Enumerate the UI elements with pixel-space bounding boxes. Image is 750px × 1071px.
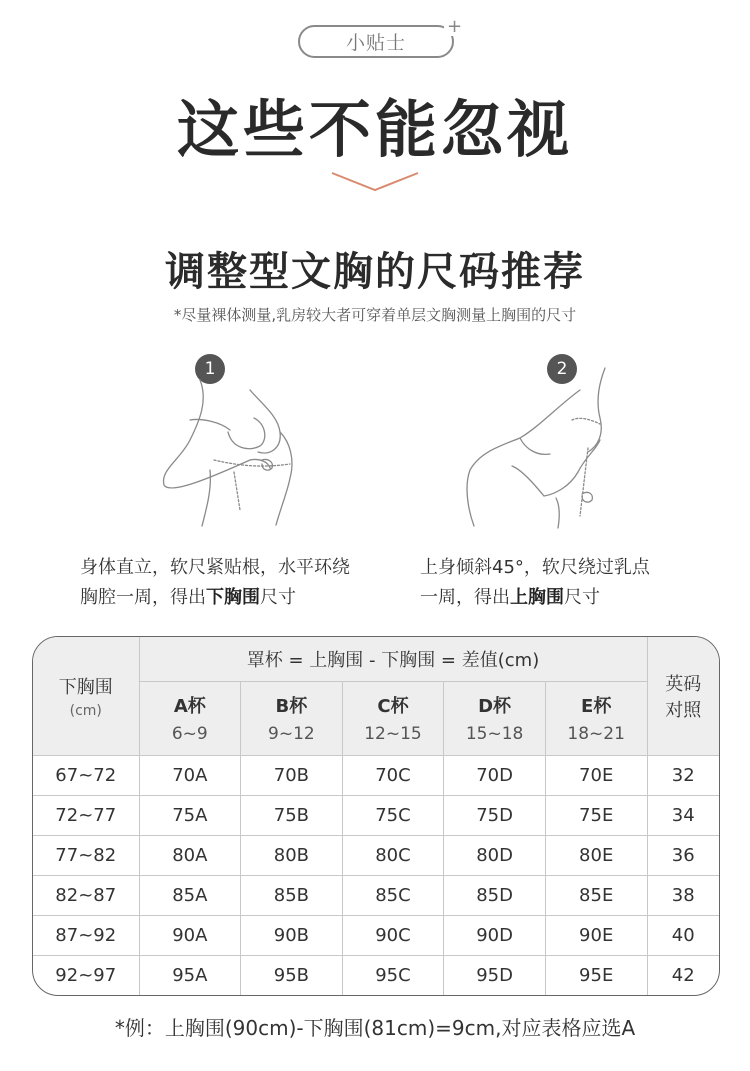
underbust-cell: 92~97 [33,955,139,995]
underbust-cell: 82~87 [33,875,139,915]
size-cell: 70B [241,755,343,795]
size-cell: 75A [139,795,241,835]
page-title: 这些不能忽视 [176,93,573,166]
table-row [33,755,719,795]
underbust-cell: 87~92 [33,915,139,955]
step-1-caption [80,553,350,613]
underbust-cell: 77~82 [33,835,139,875]
cup-label: E杯 [581,696,612,717]
intl-size-cell: 36 [647,835,719,875]
cup-range: 6~9 [171,724,208,744]
size-cell: 90B [241,915,343,955]
step-2-line1: 上身倾斜45°，软尺绕过乳点 [420,557,650,578]
table-row [33,795,719,835]
size-cell: 80B [241,835,343,875]
table-row [33,955,719,995]
cup-range: 18~21 [567,724,625,744]
step-2-line2-bold: 上胸围 [510,587,564,608]
cup-range: 9~12 [268,724,315,744]
size-cell: 90E [545,915,647,955]
cup-range: 12~15 [364,724,422,744]
cup-header-1 [241,681,343,755]
size-cell: 85E [545,875,647,915]
intl-size-header-line1: 英码 [665,673,702,695]
plus-icon: + [444,18,465,36]
size-cell: 80C [342,835,444,875]
example-note: *例：上胸围(90cm)-下胸围(81cm)=9cm,对应表格应选A [114,1016,636,1040]
step-1-number: 1 [204,359,216,379]
cup-header-4 [545,681,647,755]
step-2-line2-prefix: 一周，得出 [420,587,510,608]
cup-header-0 [139,681,241,755]
intl-size-header-line2: 对照 [665,699,702,721]
size-cell: 85B [241,875,343,915]
underbust-header [33,637,139,755]
cup-label: B杯 [275,696,308,717]
size-cell: 80E [545,835,647,875]
size-cell: 75D [444,795,546,835]
size-cell: 95D [444,955,546,995]
size-cell: 75B [241,795,343,835]
step-2-caption [420,553,650,613]
size-cell: 70A [139,755,241,795]
cup-range: 15~18 [465,724,524,744]
size-cell: 90D [444,915,546,955]
section-title: 调整型文胸的尺码推荐 [165,249,585,295]
size-cell: 70E [545,755,647,795]
size-cell: 80A [139,835,241,875]
cup-label: C杯 [377,696,409,717]
size-cell: 75C [342,795,444,835]
table-row [33,875,719,915]
underbust-header-unit: (cm) [69,702,102,719]
size-cell: 90C [342,915,444,955]
size-cell: 95B [241,955,343,995]
underbust-measure-illustration [150,360,320,530]
overbust-measure-illustration [460,360,630,530]
table-row [33,915,719,955]
intl-size-cell: 42 [647,955,719,995]
cup-header-3 [444,681,546,755]
step-1-line2-prefix: 胸腔一周，得出 [80,587,206,608]
size-cell: 70C [342,755,444,795]
cup-formula-unit: (cm) [497,649,540,671]
tip-label: 小贴士 [345,32,406,54]
table-row [33,835,719,875]
underbust-cell: 72~77 [33,795,139,835]
intl-size-header [647,637,719,755]
size-cell: 85A [139,875,241,915]
cup-header-2 [342,681,444,755]
size-cell: 70D [444,755,546,795]
size-cell: 90A [139,915,241,955]
underbust-cell: 67~72 [33,755,139,795]
step-2-line2-suffix: 尺寸 [564,587,600,608]
step-1-line2-suffix: 尺寸 [260,587,296,608]
cup-label: D杯 [478,696,512,717]
size-chart-table [32,636,720,996]
cup-formula-text: 罩杯 = 上胸围 - 下胸围 = 差值 [246,649,498,671]
size-cell: 95A [139,955,241,995]
tip-badge [298,25,454,58]
underbust-header-label: 下胸围 [58,676,113,698]
measure-note: *尽量裸体测量,乳房较大者可穿着单层文胸测量上胸围的尺寸 [173,306,577,324]
cup-formula-header [139,637,647,681]
size-cell: 95E [545,955,647,995]
intl-size-cell: 38 [647,875,719,915]
size-cell: 95C [342,955,444,995]
intl-size-cell: 40 [647,915,719,955]
step-1-line1: 身体直立，软尺紧贴根，水平环绕 [80,557,350,578]
step-2-number: 2 [556,359,568,379]
size-cell: 85D [444,875,546,915]
size-cell: 80D [444,835,546,875]
size-cell: 75E [545,795,647,835]
size-cell: 85C [342,875,444,915]
intl-size-cell: 34 [647,795,719,835]
cup-label: A杯 [173,696,206,717]
chevron-down-icon [330,170,420,194]
step-1-line2-bold: 下胸围 [206,587,260,608]
intl-size-cell: 32 [647,755,719,795]
